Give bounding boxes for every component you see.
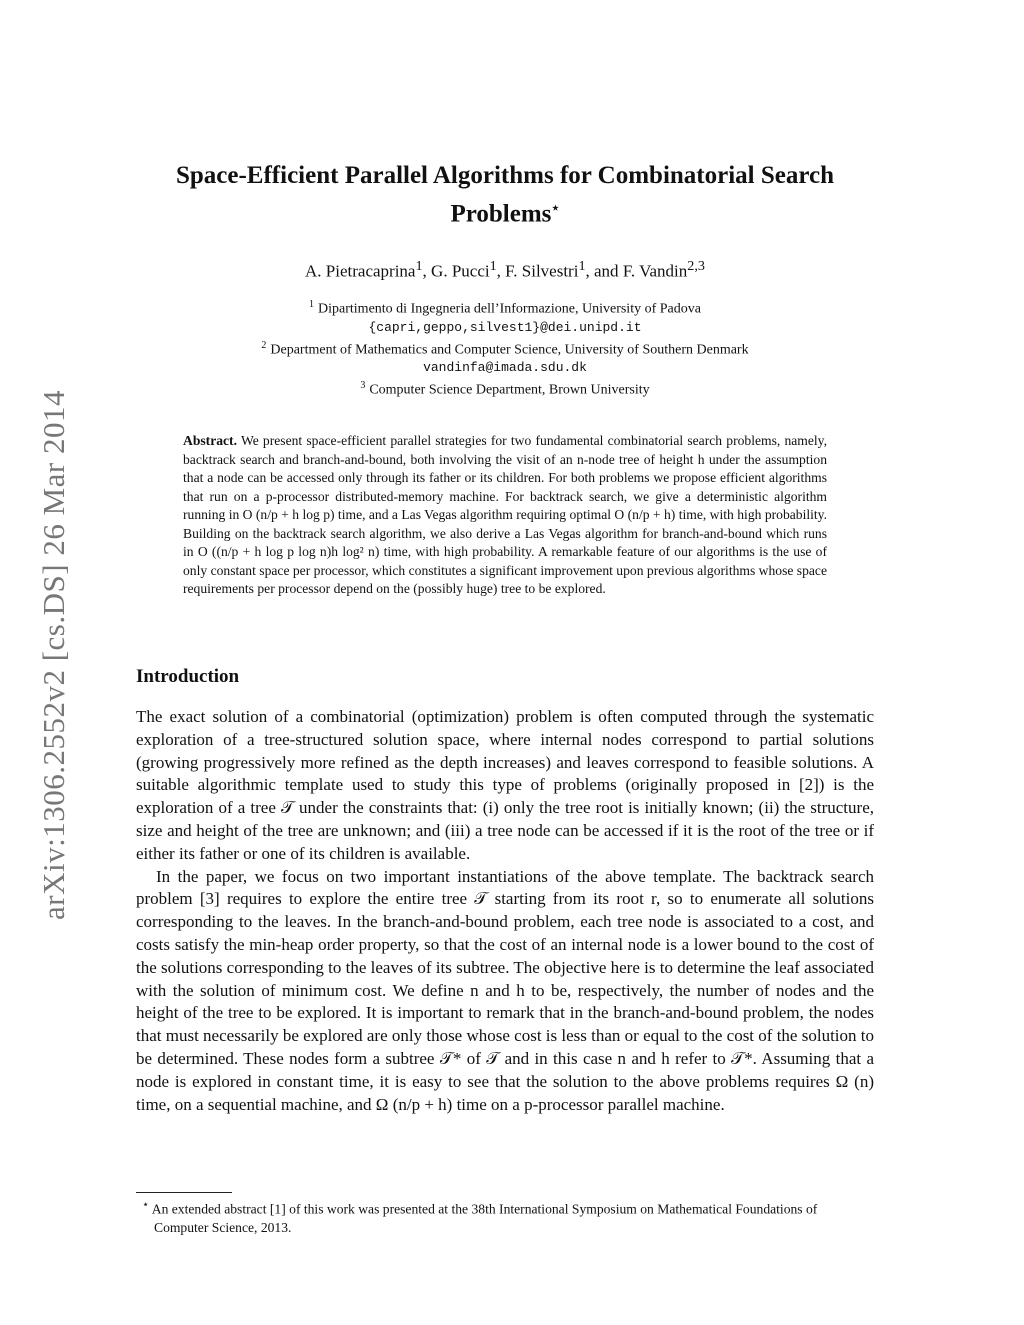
abstract-label: Abstract. <box>183 433 237 448</box>
arxiv-stamp-text: arXiv:1306.2552v2 [cs.DS] 26 Mar 2014 <box>36 390 72 920</box>
paper-title <box>136 160 874 230</box>
author-vandin: F. Vandin <box>622 261 688 281</box>
author-pucci: G. Pucci <box>431 261 490 281</box>
footnote-rule <box>136 1192 232 1193</box>
affiliations <box>136 296 874 400</box>
footnote <box>136 1196 874 1238</box>
section-heading-introduction: Introduction <box>136 666 240 687</box>
author-pietracaprina: A. Pietracaprina <box>305 261 416 281</box>
abstract <box>183 432 827 599</box>
intro-paragraph-2: In the paper, we focus on two important instantiations of the above template. The backtrack search problem [3] requires to explore the entire tree 𝒯 starting from its root r, so to enumerate all solutions corresponding to the leaves. In the branch-and-bound problem, each tree node is associated to a cost, and costs satisfy the min-heap order property, so that the cost of an internal node is a lower bound to the cost of the solutions corresponding to the leaves of its subtree. The objective here is to determine the leaf associated with the solution of minimum cost. We define n and h to be, respectively, the number of nodes and the height of the tree to be explored. It is important to remark that in the branch-and-bound problem, the nodes that must necessarily be explored are only those whose cost is less than or equal to the cost of the solution to be determined. These nodes form a subtree 𝒯* of 𝒯 and in this case n and h refer to 𝒯*. Assuming that a node is explored in constant time, it is easy to see that the solution to the above problems requires Ω (n) time, on a sequential machine, and Ω (n/p + h) time on a p-processor parallel machine. <box>136 866 875 1114</box>
arxiv-identifier-stamp <box>28 360 80 950</box>
introduction-body <box>136 706 874 1116</box>
footnote-text: An extended abstract [1] of this work was presented at the 38th International Symposium on Mathematical Foundations of Computer Science, 2013. <box>151 1201 818 1236</box>
title-line-1: Space-Efficient Parallel Algorithms for Combinatorial Search <box>175 162 835 189</box>
footnote-mark: ⋆ <box>142 1199 150 1211</box>
abstract-text: We present space-efficient parallel strategies for two fundamental combinatorial search problems, namely, backtrack search and branch-and-bound, both involving the visit of an n-node tree of height h under the assumption that a node can be accessed only through its father or its children. For both problems we propose efficient algorithms that run on a p-processor distributed-memory machine. For backtrack search, we give a deterministic algorithm running in O (n/p + h log p) time, and a Las Vegas algorithm requiring optimal O (n/p + h) time, with high probability. Building on the backtrack search algorithm, we also derive a Las Vegas algorithm for branch-and-bound which runs in O ((n/p + h log p log n)h log² n) time, with high probability. A remarkable feature of our algorithms is the use of only constant space per processor, which constitutes a significant improvement upon previous algorithms whose space requirements per processor depend on the (possibly huge) tree to be explored. <box>183 433 827 596</box>
title-footnote-mark: ⋆ <box>551 200 560 215</box>
email-2: vandinfa@imada.sdu.dk <box>423 360 587 376</box>
affiliation-1: $^1$ Dipartimento di Ingegneria dell’Informazione, University of Padova <box>309 299 701 317</box>
author-list: A. Pietracaprina$^1$, G. Pucci$^1$, F. Silvestri$^1$, and F. Vandin$^{2,3}$ <box>305 258 705 281</box>
affiliation-3: $^3$ Computer Science Department, Brown University <box>360 380 650 398</box>
author-silvestri: F. Silvestri <box>505 261 579 281</box>
affiliation-2: $^2$ Department of Mathematics and Computer Science, University of Southern Denmark <box>261 339 749 358</box>
title-line-2: Problems⋆ <box>450 200 560 228</box>
email-1: {capri,geppo,silvest1}@dei.unipd.it <box>368 319 642 335</box>
intro-paragraph-1: The exact solution of a combinatorial (optimization) problem is often computed through the systematic exploration of a tree-structured solution space, where internal nodes correspond to partial solutions (growing progressively more refined as the depth increases) and leaves correspond to feasible solutions. A suitable algorithmic template used to study this type of problems (originally proposed in [2]) is the exploration of a tree 𝒯 under the constraints that: (i) only the tree root is initially known; (ii) the structure, size and height of the tree are unknown; and (iii) a tree node can be accessed if it is the root of the tree or if either its father or one of its children is available. <box>136 707 874 863</box>
